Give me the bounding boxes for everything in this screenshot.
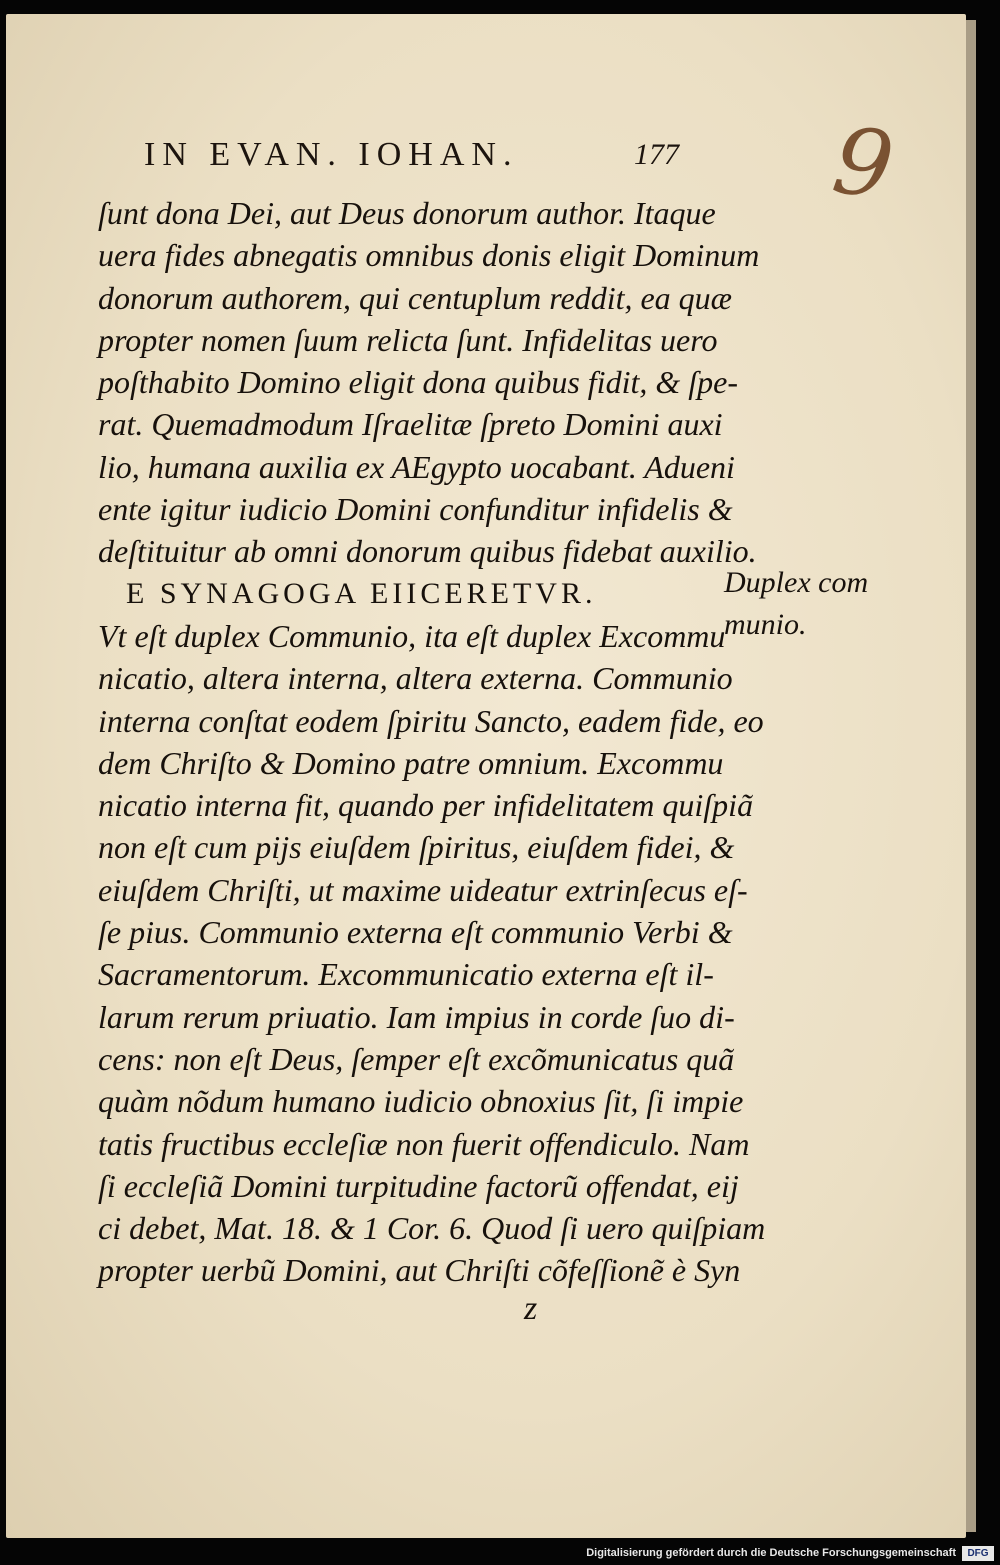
text-line: ſi eccleſiã Domini turpitudine factorũ offendat, eij bbox=[98, 1167, 739, 1204]
text-line: propter uerbũ Domini, aut Chriſti cõfeſſionẽ è Syn bbox=[98, 1252, 741, 1289]
funding-credit: Digitalisierung gefördert durch die Deutsche Forschungsgemeinschaft bbox=[586, 1547, 956, 1559]
text-line: interna conſtat eodem ſpiritu Sancto, eadem fide, eo bbox=[98, 702, 764, 739]
book-page bbox=[6, 14, 966, 1538]
page-edge bbox=[966, 20, 976, 1532]
text-line: deſtituitur ab omni donorum quibus fidebat auxilio. bbox=[98, 533, 757, 570]
text-line: ſe pius. Communio externa eſt communio Verbi & bbox=[98, 914, 733, 951]
text-line: eiuſdem Chriſti, ut maxime uideatur extrinſecus eſ- bbox=[98, 871, 748, 908]
handwritten-number: 9 bbox=[826, 106, 900, 221]
text-line: nicatio interna fit, quando per infidelitatem quiſpiã bbox=[98, 787, 754, 824]
text-line: propter nomen ſuum relicta ſunt. Infidelitas uero bbox=[98, 321, 718, 358]
text-line: uera fides abnegatis omnibus donis eligit Dominum bbox=[98, 237, 760, 274]
text-line: Vt eſt duplex Communio, ita eſt duplex Excommu bbox=[98, 617, 726, 654]
marginal-note-line: Duplex com bbox=[724, 566, 869, 599]
text-line: ente igitur iudicio Domini confunditur infidelis & bbox=[98, 491, 733, 528]
main-text bbox=[98, 192, 766, 1292]
text-line: dem Chriſto & Domino patre omnium. Excommu bbox=[98, 744, 724, 781]
dfg-logo: DFG bbox=[962, 1546, 994, 1561]
text-line: non eſt cum pijs eiuſdem ſpiritus, eiuſdem fidei, & bbox=[98, 829, 735, 866]
text-line: lio, humana auxilia ex AEgypto uocabant. Adueni bbox=[98, 448, 735, 485]
text-line: ci debet, Mat. 18. & 1 Cor. 6. Quod ſi uero quiſpiam bbox=[98, 1210, 766, 1247]
page-number: 177 bbox=[634, 138, 679, 171]
text-line: tatis fructibus eccleſiæ non fuerit offendiculo. Nam bbox=[98, 1125, 750, 1162]
footer-bar bbox=[0, 1543, 1000, 1565]
text-line: cens: non eſt Deus, ſemper eſt excõmunicatus quã bbox=[98, 1040, 735, 1077]
text-line: poſthabito Domino eligit dona quibus fidit, & ſpe- bbox=[98, 364, 738, 401]
text-line: larum rerum priuatio. Iam impius in corde ſuo di- bbox=[98, 998, 735, 1035]
text-line: quàm nõdum humano iudicio obnoxius ſit, ſi impie bbox=[98, 1083, 744, 1120]
running-head: IN EVAN. IOHAN. bbox=[144, 136, 519, 173]
marginal-note bbox=[724, 562, 868, 646]
text-line: donorum authorem, qui centuplum reddit, ea quæ bbox=[98, 279, 733, 316]
text-line: Sacramentorum. Excommunicatio externa eſt il- bbox=[98, 956, 714, 993]
marginal-note-line: munio. bbox=[724, 608, 807, 641]
signature-mark: z bbox=[524, 1290, 538, 1327]
text-line: nicatio, altera interna, altera externa. Communio bbox=[98, 660, 733, 697]
section-heading: E SYNAGOGA EIICERETVR. bbox=[126, 576, 597, 610]
text-line: ſunt dona Dei, aut Deus donorum author. Itaque bbox=[98, 195, 716, 231]
text-line: rat. Quemadmodum Iſraelitæ ſpreto Domini auxi bbox=[98, 406, 723, 443]
